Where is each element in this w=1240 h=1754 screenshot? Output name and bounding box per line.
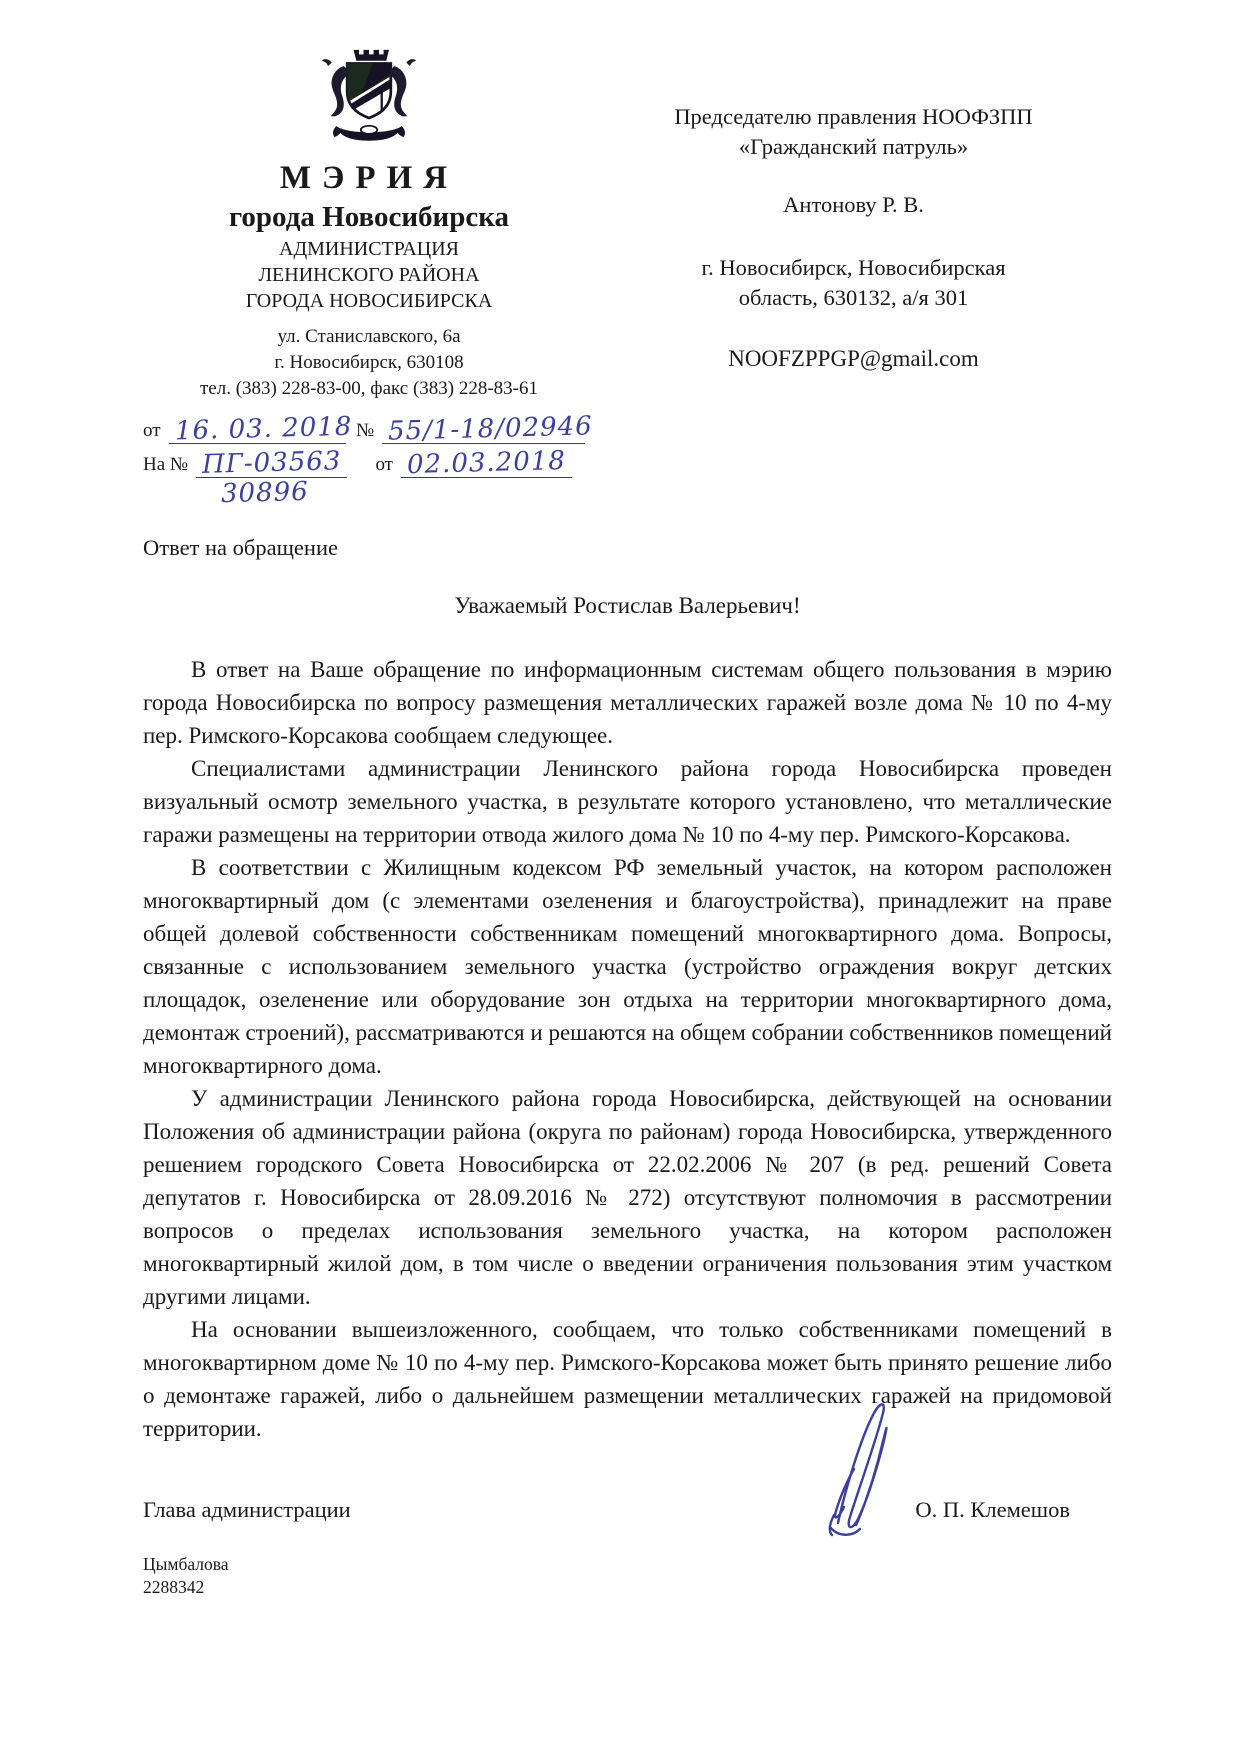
- reference-fields: [143, 411, 595, 510]
- outgoing-date-label: от: [143, 420, 161, 441]
- novosibirsk-coat-of-arms-icon: [309, 46, 429, 150]
- body-paragraph: У администрации Ленинского района города Новосибирска, действующей на основании Положения об администрации района (округа по районам) города Новосибирска, утвержденного решением городского Совета Новосибирска от 22.02.2006 № 207 (в ред. решений Совета депутатов г. Новосибирска от 28.09.2016 № 272) отсутствуют полномочия в рассмотрении вопросов о пределах использования земельного участка, на котором расположен многоквартирный жилой дом, в том числе о введении ограничения пользования этим участком другими лицами.: [143, 1086, 1112, 1309]
- letterhead-street: ул. Станиславского, 6а: [277, 326, 461, 347]
- addressee-title-line1: Председателю правления НООФЗПП: [674, 104, 1033, 129]
- signer-name: О. П. Клемешов: [915, 1497, 1070, 1522]
- outgoing-date-handwriting: 16. 03. 2018: [174, 411, 353, 447]
- addressee-title-line2: «Гражданский патруль»: [738, 134, 969, 159]
- handwritten-signature-icon: [808, 1395, 900, 1545]
- letter-header: [143, 46, 1112, 510]
- addressee-block: [595, 46, 1112, 507]
- executor-footer: [143, 1553, 1112, 1599]
- body-paragraph: Специалистами администрации Ленинского района города Новосибирска проведен визуальный осмотр земельного участка, в результате которого установлено, что металлические гаражи размещены на территории отвода жилого дома № 10 по 4-му пер. Римского-Корсакова.: [143, 756, 1112, 847]
- body-paragraph: В ответ на Ваше обращение по информационным системам общего пользования в мэрию города Новосибирска по вопросу размещения металлических гаражей возле дома № 10 по 4-му пер. Римского-Корсакова сообщаем следующее.: [143, 657, 1112, 748]
- incoming-date-handwriting: 02.03.2018: [406, 445, 567, 481]
- incoming-number-extra-handwriting: 30896: [220, 476, 310, 510]
- body-paragraph: В соответствии с Жилищным кодексом РФ земельный участок, на котором расположен многоквартирный дом (с элементами озеленения и благоустройства), принадлежит на праве общей долевой собственности собственникам помещений многоквартирного дома. Вопросы, связанные с использованием земельного участка (устройство ограждения вокруг детских площадок, озеленение или оборудование зон отдыха на территории многоквартирного дома, демонтаж строений), рассматриваются и решаются на общем собрании собственников помещений многоквартирного дома.: [143, 855, 1112, 1078]
- outgoing-number-handwriting: 55/1-18/02946: [387, 411, 594, 447]
- incoming-number-handwriting: ПГ-03563: [201, 446, 342, 480]
- incoming-number-field: [196, 446, 347, 480]
- incoming-number-extra-field: [220, 476, 595, 510]
- addressee-name: Антонову Р. В.: [783, 192, 924, 217]
- addressee-email: NOOFZPPGP@gmail.com: [728, 346, 979, 371]
- org-subtitle-district: ЛЕНИНСКОГО РАЙОНА: [258, 264, 480, 286]
- outgoing-number-field: [382, 411, 594, 447]
- incoming-number-label: На №: [143, 454, 189, 475]
- signer-position-title: Глава администрации: [143, 1497, 351, 1522]
- addressee-address-line2: область, 630132, а/я 301: [738, 285, 969, 310]
- letterhead-city-zip: г. Новосибирск, 630108: [274, 352, 464, 373]
- org-name-meria: МЭРИЯ: [279, 160, 459, 196]
- outgoing-date-field: [169, 411, 353, 447]
- org-name-city: города Новосибирска: [228, 201, 510, 233]
- incoming-date-label: от: [375, 454, 393, 475]
- org-subtitle-city: ГОРОДА НОВОСИБИРСКА: [245, 290, 493, 312]
- executor-phone: 2288342: [143, 1577, 205, 1597]
- letter-subject: Ответ на обращение: [143, 535, 338, 560]
- letterhead-phone-fax: тел. (383) 228-83-00, факс (383) 228-83-61: [199, 378, 539, 399]
- addressee-address-line1: г. Новосибирск, Новосибирская: [701, 255, 1006, 280]
- letterhead-address: [143, 324, 595, 402]
- body-paragraph: На основании вышеизложенного, сообщаем, что только собственниками помещений в многоквартирном доме № 10 по 4-му пер. Римского-Корсакова может быть принято решение либо о демонтаже гаражей, либо о дальнейшем размещении металлических гаражей на придомовой территории.: [143, 1317, 1112, 1441]
- letter-body: [143, 653, 1112, 1445]
- incoming-ref-row: [143, 445, 595, 481]
- letterhead: [143, 46, 595, 510]
- outgoing-ref-row: [143, 411, 595, 447]
- org-subtitle-administration: АДМИНИСТРАЦИЯ: [279, 238, 459, 260]
- salutation: Уважаемый Ростислав Валерьевич!: [454, 593, 801, 618]
- signature-row: [143, 1497, 1112, 1523]
- executor-name: Цымбалова: [143, 1554, 229, 1574]
- incoming-date-field: [401, 445, 572, 481]
- outgoing-number-label: №: [355, 420, 375, 441]
